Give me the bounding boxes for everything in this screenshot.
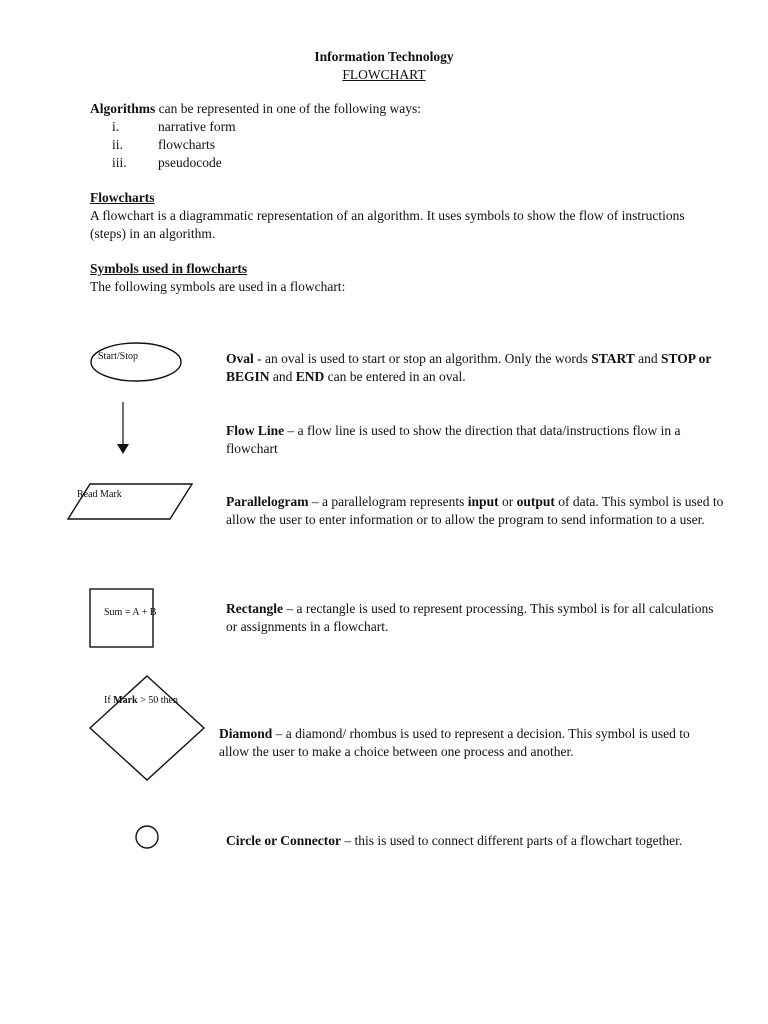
rectangle-term: Rectangle [226,601,283,616]
diamond-label-bold: Mark [113,695,138,706]
diamond-term: Diamond [219,726,273,741]
desc-bold: START [591,351,635,366]
list-text: narrative form [158,119,236,134]
diamond-description [219,725,719,761]
circle-description [226,832,726,850]
desc-bold: input [467,494,499,509]
flowline-term: Flow Line [226,423,285,438]
page-subtitle: FLOWCHART [342,67,426,82]
circle-term: Circle or Connector [226,833,341,848]
desc-text: – a flow line is used to show the direction that data/instructions flow in a flowchart [226,423,681,456]
flow-line-arrowhead [117,444,129,454]
diamond-label [104,695,178,707]
desc-text: and [269,369,296,384]
desc-text: and [634,351,662,366]
flowline-description [226,422,726,458]
desc-text: – this is used to connect different parts of a flowchart together. [340,833,683,848]
diamond-label-post: > 50 then [137,695,178,706]
symbols-text: The following symbols are used in a flowchart: [90,279,346,294]
page-title: Information Technology [314,49,454,64]
list-number: ii. [112,137,123,152]
desc-text: – a rectangle is used to represent processing. This symbol is for all calculations or assignments in a flowchart. [226,601,714,634]
intro-lead-bold: Algorithms [90,101,156,116]
connector-circle-shape [136,826,158,848]
flowcharts-text: A flowchart is a diagrammatic representation of an algorithm. It uses symbols to show the flow of instructions (steps) in an algorithm. [90,208,685,241]
desc-bold: output [516,494,555,509]
diamond-shape [90,676,204,780]
flowcharts-heading: Flowcharts [90,190,155,205]
rectangle-description [226,600,726,636]
desc-text: or [498,494,517,509]
desc-text: can be entered in an oval. [324,369,466,384]
desc-bold: STOP or BEGIN [226,351,712,384]
list-number: i. [112,119,120,134]
parallelogram-label: Read Mark [77,489,122,500]
oval-label: Start/Stop [98,351,139,362]
list-text: pseudocode [158,155,222,170]
rectangle-label: Sum = A + B [104,607,157,618]
desc-bold: END [295,369,325,384]
parallelogram-description [226,493,726,529]
desc-text: of data. This symbol is used to allow the user to enter information or to allow the program to send information to a user. [226,494,724,527]
symbols-heading: Symbols used in flowcharts [90,261,248,276]
diamond-label-pre: If [104,695,114,706]
parallelogram-term: Parallelogram [226,494,309,509]
desc-text: – a diamond/ rhombus is used to represent a decision. This symbol is used to allow the user to make a choice between one process and another. [219,726,690,759]
oval-term: Oval [226,351,254,366]
intro-lead-text: can be represented in one of the following ways: [155,101,422,116]
list-text: flowcharts [158,137,215,152]
oval-description [226,350,726,386]
desc-text: - an oval is used to start or stop an algorithm. Only the words [253,351,592,366]
list-number: iii. [112,155,127,170]
desc-text: – a parallelogram represents [308,494,468,509]
